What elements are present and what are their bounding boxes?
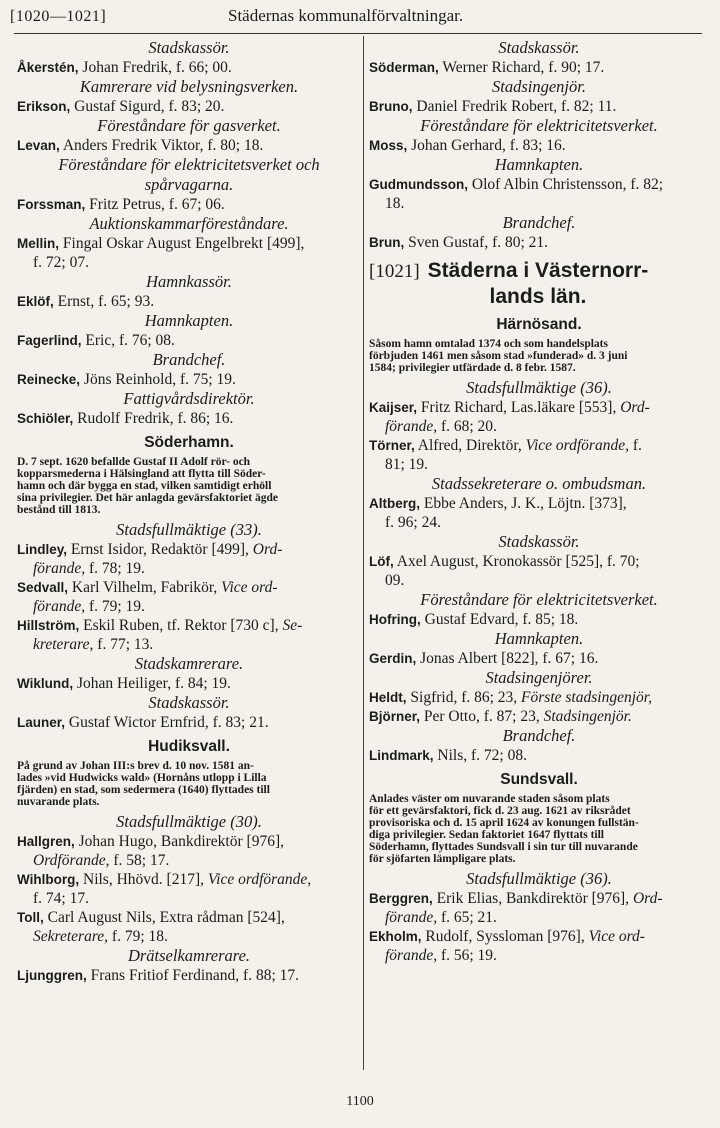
person-entry — [17, 713, 361, 732]
person-surname: Hallgren, — [17, 834, 75, 849]
section-heading: Fattigvårdsdirektör. — [123, 389, 255, 408]
person-surname: Wihlborg, — [17, 872, 80, 887]
continuation-indent — [17, 890, 89, 907]
section-heading: Stadsfullmäktige (30). — [116, 812, 262, 831]
entry-continuation — [17, 635, 361, 654]
section-range: [1020—1021] — [10, 8, 107, 25]
role-title: Vice ord- — [221, 579, 278, 596]
person-surname: Altberg, — [369, 496, 421, 511]
role-title: förande, — [385, 418, 438, 435]
entry-detail: Ebbe Anders, J. K., Löjtn. [373], — [423, 495, 627, 512]
person-entry — [369, 649, 709, 668]
continuation-indent — [369, 572, 404, 589]
entry-detail: Karl Vilhelm, Fabrikör, — [71, 579, 222, 596]
entry-detail: Frans Fritiof Ferdinand, f. 88; 17. — [90, 967, 299, 984]
person-surname: Levan, — [17, 138, 60, 153]
entry-continuation — [17, 889, 361, 908]
entry-detail: Gustaf Edvard, f. 85; 18. — [424, 611, 579, 628]
person-entry — [369, 398, 709, 417]
person-entry — [17, 97, 361, 116]
role-title: kreterare, — [33, 636, 94, 653]
description-line: kopparsmederna i Hälsingland att flytta till Söder- — [17, 468, 266, 480]
entry-detail: Olof Albin Christensson, f. 82; — [471, 176, 664, 193]
entry-detail: Nils, f. 72; 08. — [437, 747, 527, 764]
person-entry — [369, 58, 709, 77]
description-line: D. 7 sept. 1620 befallde Gustaf II Adolf rör- och — [17, 456, 251, 468]
town-heading: Söderhamn. — [144, 434, 234, 451]
section-heading: Föreståndare för elektricitetsverket. — [420, 116, 658, 135]
county-title-line: lands län. — [489, 285, 587, 308]
town-heading: Sundsvall. — [500, 771, 578, 788]
person-entry — [369, 233, 709, 252]
person-surname: Forssman, — [17, 197, 86, 212]
section-heading: Stadsfullmäktige (33). — [116, 520, 262, 539]
section-heading: Föreståndare för elektricitetsverket och — [58, 155, 320, 174]
description-line: sina privilegier. Det här anlagda gevärsfaktoriet ägde — [17, 492, 278, 504]
town-description — [17, 760, 361, 808]
left-column — [17, 38, 361, 985]
entry-detail: Werner Richard, f. 90; 17. — [442, 59, 605, 76]
description-line: för sjöfarten lämpligare plats. — [369, 853, 516, 865]
entry-continuation — [369, 455, 709, 474]
person-entry — [17, 870, 361, 889]
entry-detail: f. 56; 19. — [437, 947, 497, 964]
section-heading: Stadsingenjörer. — [485, 668, 593, 687]
entry-continuation — [369, 417, 709, 436]
entry-detail: Daniel Fredrik Robert, f. 82; 11. — [416, 98, 617, 115]
entry-detail: Sven Gustaf, f. 80; 21. — [408, 234, 549, 251]
person-entry — [17, 292, 361, 311]
role-title: Ordförande, — [33, 852, 110, 869]
person-surname: Sedvall, — [17, 580, 69, 595]
entry-detail: f. 79; 19. — [85, 598, 145, 615]
town-description — [369, 793, 709, 865]
entry-detail: Alfred, Direktör, — [417, 437, 526, 454]
entry-detail: f. 58; 17. — [109, 852, 170, 869]
continuation-indent — [369, 418, 497, 435]
person-surname: Eklöf, — [17, 294, 54, 309]
role-title: Se- — [282, 617, 303, 634]
continuation-indent — [17, 928, 168, 945]
entry-detail: Fingal Oskar August Engelbrekt [499], — [62, 235, 305, 252]
entry-detail: f. 78; 19. — [85, 560, 145, 577]
entry-detail: Rudolf, Syssloman [976], — [425, 928, 589, 945]
person-entry — [369, 494, 709, 513]
entry-detail: Jonas Albert [822], f. 67; 16. — [420, 650, 599, 667]
entry-detail: Ernst Isidor, Redaktör [499], — [70, 541, 253, 558]
entry-continuation — [369, 513, 709, 532]
person-surname: Toll, — [17, 910, 44, 925]
entry-detail: Jöns Reinhold, f. 75; 19. — [83, 371, 236, 388]
entry-continuation — [369, 908, 709, 927]
continuation-indent — [369, 456, 428, 473]
entry-continuation — [369, 946, 709, 965]
person-surname: Moss, — [369, 138, 408, 153]
section-heading: Stadskassör. — [148, 38, 230, 57]
section-heading: Drätselkamrerare. — [127, 946, 251, 965]
section-heading: Stadskassör. — [498, 532, 580, 551]
person-entry — [17, 195, 361, 214]
person-surname: Ljunggren, — [17, 968, 87, 983]
section-heading: Hamnkapten. — [494, 155, 584, 174]
description-line: förbjuden 1461 men såsom stad »funderad» d. 3 juni — [369, 350, 628, 362]
entry-continuation — [17, 927, 361, 946]
person-surname: Kaijser, — [369, 400, 418, 415]
entry-detail: Sigfrid, f. 86; 23, — [410, 689, 522, 706]
person-surname: Hillström, — [17, 618, 80, 633]
entry-detail: f. 68; 20. — [437, 418, 497, 435]
section-number: [1021] — [369, 261, 420, 282]
running-title: Städernas kommunalförvaltningar. — [228, 6, 464, 25]
header-rule — [14, 33, 702, 34]
town-heading: Härnösand. — [496, 316, 582, 333]
person-entry — [17, 616, 361, 635]
description-line: Söderhamn, flyttades Sundsvall i sin tur till nuvarande — [369, 841, 638, 853]
person-surname: Reinecke, — [17, 372, 81, 387]
role-title: Sekreterare, — [33, 928, 109, 945]
entry-detail: Fritz Petrus, f. 67; 06. — [89, 196, 225, 213]
person-entry — [17, 966, 361, 985]
continuation-indent — [17, 852, 169, 869]
person-surname: Björner, — [369, 709, 421, 724]
person-entry — [17, 409, 361, 428]
entry-detail: f. 96; 24. — [385, 514, 441, 531]
description-line: fjärden) en stad, som sedermera (1640) flyttades till — [17, 784, 270, 796]
entry-detail: Eric, f. 76; 08. — [85, 332, 175, 349]
entry-detail: f. 79; 18. — [108, 928, 168, 945]
person-surname: Ekholm, — [369, 929, 422, 944]
entry-detail: Johan Gerhard, f. 83; 16. — [411, 137, 566, 154]
person-entry — [369, 746, 709, 765]
page-number: 1100 — [346, 1094, 374, 1109]
person-surname: Lindmark, — [369, 748, 434, 763]
person-entry — [369, 136, 709, 155]
section-heading: Brandchef. — [152, 350, 226, 369]
entry-detail: Rudolf Fredrik, f. 86; 16. — [77, 410, 234, 427]
entry-detail: 81; 19. — [385, 456, 429, 473]
entry-continuation — [369, 571, 709, 590]
entry-detail: 18. — [385, 195, 405, 212]
person-entry — [369, 436, 709, 455]
county-section-heading — [369, 258, 709, 310]
section-heading: Stadskamrerare. — [134, 654, 244, 673]
person-entry — [17, 540, 361, 559]
person-surname: Lindley, — [17, 542, 68, 557]
section-heading: Stadskassör. — [498, 38, 580, 57]
entry-detail: Johan Hugo, Bankdirektör [976], — [78, 833, 284, 850]
continuation-indent — [17, 598, 145, 615]
person-surname: Schiöler, — [17, 411, 74, 426]
section-heading: Auktionskammarföreståndare. — [89, 214, 289, 233]
role-title: Stadsingenjör. — [543, 708, 632, 725]
person-entry — [17, 674, 361, 693]
person-surname: Wiklund, — [17, 676, 74, 691]
role-title: Ord- — [620, 399, 650, 416]
description-line: På grund av Johan III:s brev d. 10 nov. 1581 an- — [17, 760, 254, 772]
person-entry — [369, 97, 709, 116]
person-entry — [17, 908, 361, 927]
entry-detail: Ernst, f. 65; 93. — [57, 293, 155, 310]
section-heading: Föreståndare för gasverket. — [97, 116, 281, 135]
role-title: förande, — [33, 560, 86, 577]
person-entry — [17, 234, 361, 253]
person-surname: Gerdin, — [369, 651, 417, 666]
town-heading: Hudiksvall. — [148, 738, 230, 755]
page-header — [0, 0, 720, 30]
county-title-line: Städerna i Västernorr- — [427, 259, 649, 282]
town-description — [17, 456, 361, 516]
continuation-indent — [369, 195, 404, 212]
continuation-indent — [17, 560, 145, 577]
person-entry — [17, 58, 361, 77]
description-line: för ett gevärsfaktori, fick d. 23 aug. 1621 av riksrådet — [369, 805, 631, 817]
entry-continuation — [17, 559, 361, 578]
continuation-indent — [369, 947, 497, 964]
person-entry — [369, 927, 709, 946]
role-title: Vice ordförande, — [207, 871, 312, 888]
person-entry — [369, 707, 709, 726]
section-heading: Föreståndare för elektricitetsverket. — [420, 590, 658, 609]
section-heading: Kamrerare vid belysningsverken. — [79, 77, 299, 96]
person-entry — [17, 578, 361, 597]
section-heading: Stadsfullmäktige (36). — [466, 869, 612, 888]
entry-detail: Erik Elias, Bankdirektör [976], — [436, 890, 633, 907]
entry-detail: Fritz Richard, Las.läkare [553], — [420, 399, 621, 416]
entry-continuation — [17, 597, 361, 616]
entry-detail: f. — [628, 437, 642, 454]
section-heading: Stadsfullmäktige (36). — [466, 378, 612, 397]
county-title — [428, 258, 649, 310]
entry-detail: f. 77; 13. — [93, 636, 154, 653]
person-surname: Bruno, — [369, 99, 413, 114]
description-line: Anlades väster om nuvarande staden såsom plats — [369, 793, 610, 805]
entry-detail: Nils, Hhövd. [217], — [83, 871, 208, 888]
description-line: provisoriska och d. 15 april 1624 av konungen fullstän- — [369, 817, 639, 829]
person-entry — [17, 370, 361, 389]
description-line: lades »vid Hudwicks wald» (Hornåns utlopp i Lilla — [17, 772, 267, 784]
person-surname: Åkerstén, — [17, 60, 79, 75]
section-heading: Hamnkapten. — [494, 629, 584, 648]
entry-continuation — [17, 851, 361, 870]
person-entry — [369, 552, 709, 571]
person-surname: Törner, — [369, 438, 415, 453]
section-heading: Stadsingenjör. — [492, 77, 586, 96]
person-surname: Hofring, — [369, 612, 421, 627]
person-surname: Brun, — [369, 235, 405, 250]
role-title: förande, — [385, 947, 438, 964]
description-line: Såsom hamn omtalad 1374 och som handelsplats — [369, 338, 608, 350]
section-heading: Brandchef. — [502, 726, 576, 745]
right-column — [369, 38, 709, 965]
section-heading: spårvagarna. — [144, 175, 234, 194]
section-heading: Hamnkassör. — [146, 272, 232, 291]
entry-detail: Anders Fredrik Viktor, f. 80; 18. — [62, 137, 264, 154]
person-entry — [17, 832, 361, 851]
entry-detail: f. 74; 17. — [33, 890, 89, 907]
entry-continuation — [17, 253, 361, 272]
person-surname: Gudmundsson, — [369, 177, 468, 192]
description-line: nuvarande plats. — [17, 796, 100, 808]
entry-detail: Eskil Ruben, tf. Rektor [730 c], — [83, 617, 283, 634]
role-title: Vice ordförande, — [525, 437, 629, 454]
entry-detail: 09. — [385, 572, 405, 589]
entry-detail: Carl August Nils, Extra rådman [524], — [47, 909, 285, 926]
entry-continuation — [369, 194, 709, 213]
role-title: Vice ord- — [588, 928, 645, 945]
entry-detail: Per Otto, f. 87; 23, — [423, 708, 544, 725]
role-title: förande, — [33, 598, 86, 615]
description-line: 1584; privilegier utfärdade d. 8 febr. 1587. — [369, 362, 576, 374]
person-surname: Heldt, — [369, 690, 407, 705]
entry-detail: Gustaf Wictor Ernfrid, f. 83; 21. — [68, 714, 269, 731]
entry-detail: Johan Fredrik, f. 66; 00. — [82, 59, 232, 76]
continuation-indent — [17, 636, 153, 653]
entry-detail: f. 72; 07. — [33, 254, 89, 271]
section-heading: Brandchef. — [502, 213, 576, 232]
person-entry — [369, 889, 709, 908]
person-entry — [17, 331, 361, 350]
description-line: bestånd till 1813. — [17, 504, 101, 516]
entry-detail: Johan Heiliger, f. 84; 19. — [77, 675, 231, 692]
continuation-indent — [369, 909, 497, 926]
role-title: Ord- — [632, 890, 663, 907]
entry-detail: Axel August, Kronokassör [525], f. 70; — [396, 553, 640, 570]
person-surname: Berggren, — [369, 891, 433, 906]
person-surname: Löf, — [369, 554, 394, 569]
role-title: Förste stadsingenjör, — [521, 689, 652, 706]
section-heading: Stadssekreterare o. ombudsman. — [431, 474, 647, 493]
column-divider — [363, 36, 364, 1070]
description-line: diga privilegier. Sedan faktoriet 1647 flyttats till — [369, 829, 604, 841]
person-entry — [369, 610, 709, 629]
role-title: Ord- — [252, 541, 283, 558]
person-surname: Mellin, — [17, 236, 60, 251]
continuation-indent — [17, 254, 89, 271]
entry-detail: f. 65; 21. — [437, 909, 497, 926]
person-surname: Erikson, — [17, 99, 71, 114]
section-heading: Hamnkapten. — [144, 311, 234, 330]
person-surname: Söderman, — [369, 60, 439, 75]
town-description — [369, 338, 709, 374]
section-heading: Stadskassör. — [148, 693, 230, 712]
continuation-indent — [369, 514, 441, 531]
person-entry — [17, 136, 361, 155]
entry-detail: Gustaf Sigurd, f. 83; 20. — [74, 98, 225, 115]
description-line: hamn och där bygga en stad, vilken samtidigt erhöll — [17, 480, 272, 492]
role-title: förande, — [385, 909, 438, 926]
person-entry — [369, 175, 709, 194]
person-surname: Fagerlind, — [17, 333, 82, 348]
person-surname: Launer, — [17, 715, 66, 730]
person-entry — [369, 688, 709, 707]
